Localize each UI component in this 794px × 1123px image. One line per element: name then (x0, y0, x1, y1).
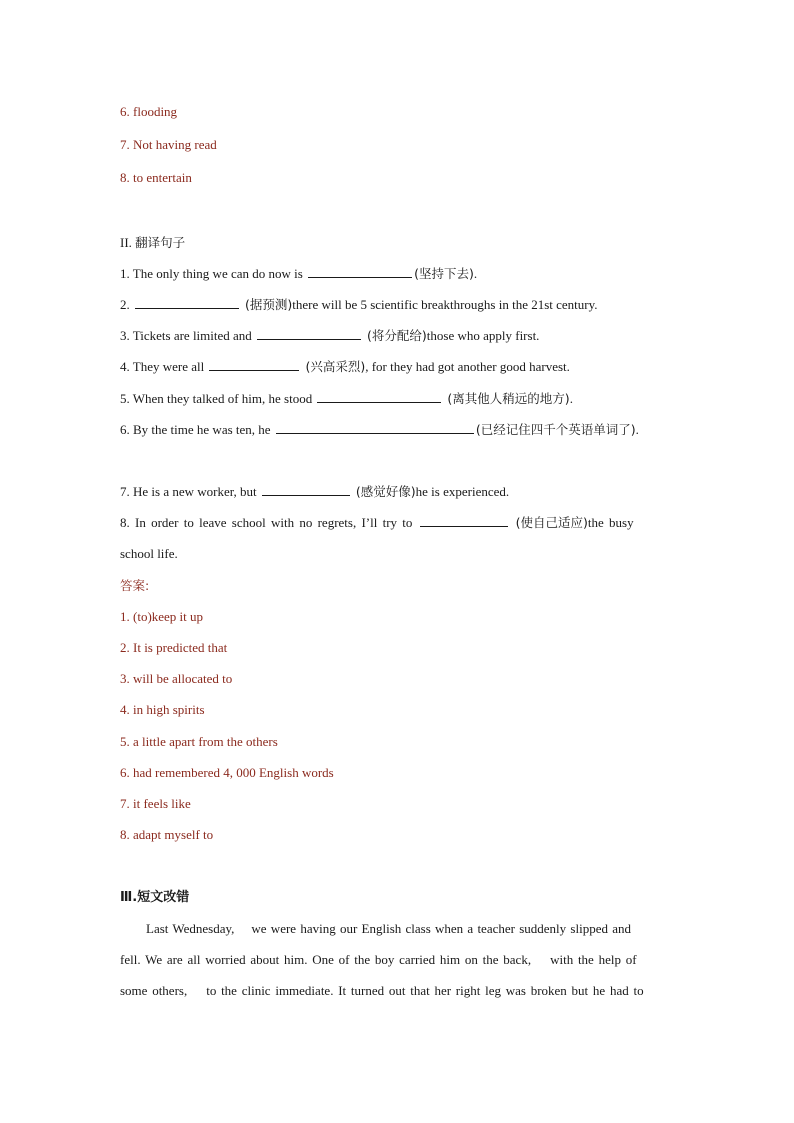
prev-answer-8: 8. to entertain (120, 170, 192, 185)
question-5-end: . (569, 391, 573, 406)
question-8-hint: (使自己适应) (509, 515, 588, 530)
question-8 (120, 514, 634, 532)
answer-7: 7. it feels like (120, 796, 191, 811)
question-7-text: 7. He is a new worker, but (120, 484, 260, 499)
section-3-heading: Ⅲ.短文改错 (120, 890, 190, 905)
answer-blank[interactable] (135, 296, 239, 309)
question-8-text: 8. In order to leave school with no regrets, I’ll try to (120, 515, 418, 530)
prev-answer-7: 7. Not having read (120, 137, 217, 152)
question-8-continued: school life. (120, 546, 178, 561)
question-8-end: the busy (587, 515, 634, 530)
answer-blank[interactable] (257, 327, 361, 340)
question-4 (120, 358, 570, 376)
question-2-text: 2. (120, 297, 133, 312)
answer-4: 4. in high spirits (120, 702, 205, 717)
answer-blank[interactable] (308, 265, 412, 278)
answer-2: 2. It is predicted that (120, 640, 228, 655)
question-5 (120, 390, 573, 408)
question-2-hint: (据预测) (241, 297, 293, 312)
answer-8: 8. adapt myself to (120, 827, 214, 842)
question-3-end: those who apply first. (426, 328, 540, 343)
answer-label: 答案: (120, 578, 150, 593)
question-6-end: . (635, 422, 639, 437)
question-3 (120, 327, 539, 345)
prev-answer-6: 6. flooding (120, 104, 178, 119)
question-5-hint: (离其他人稍远的地方) (443, 391, 570, 406)
answer-3: 3. will be allocated to (120, 671, 233, 686)
question-3-text: 3. Tickets are limited and (120, 328, 256, 343)
question-2 (120, 296, 598, 314)
question-2-end: there will be 5 scientific breakthroughs in the 21st century. (292, 297, 598, 312)
question-1-end: . (473, 266, 478, 281)
passage-line-2: fell. We are all worried about him. One of the boy carried him on the back, with the help of (120, 952, 637, 967)
question-4-end: , for they had got another good harvest. (365, 359, 570, 374)
answer-blank[interactable] (276, 421, 474, 434)
passage-line-3: some others, to the clinic immediate. It turned out that her right leg was broken but he had to (120, 983, 644, 998)
passage-line-1: Last Wednesday, we were having our English class when a teacher suddenly slipped and (146, 921, 631, 936)
question-3-hint: (将分配给) (363, 328, 427, 343)
question-4-hint: (兴高采烈) (301, 359, 366, 374)
section-2-heading (120, 234, 185, 252)
question-6-text: 6. By the time he was ten, he (120, 422, 274, 437)
answer-1: 1. (to)keep it up (120, 609, 204, 624)
question-5-text: 5. When they talked of him, he stood (120, 391, 316, 406)
answer-blank[interactable] (317, 390, 441, 403)
section-2-number: II. (120, 235, 132, 250)
question-7-hint: (感觉好像) (351, 484, 416, 499)
answer-6: 6. had remembered 4, 000 English words (120, 765, 334, 780)
question-1 (120, 265, 477, 283)
question-4-text: 4. They were all (120, 359, 208, 374)
answer-5: 5. a little apart from the others (120, 734, 278, 749)
question-6 (120, 421, 639, 439)
question-7 (120, 483, 509, 501)
question-1-text: 1. The only thing we can do now is (120, 266, 307, 281)
answer-blank[interactable] (209, 358, 299, 371)
question-7-end: he is experienced. (415, 484, 510, 499)
question-1-hint: (坚持下去) (414, 266, 474, 281)
answer-blank[interactable] (420, 514, 508, 527)
question-6-hint: (已经记住四千个英语单词了) (475, 422, 636, 437)
answer-blank[interactable] (262, 483, 350, 496)
section-2-title: 翻译句子 (135, 235, 186, 250)
